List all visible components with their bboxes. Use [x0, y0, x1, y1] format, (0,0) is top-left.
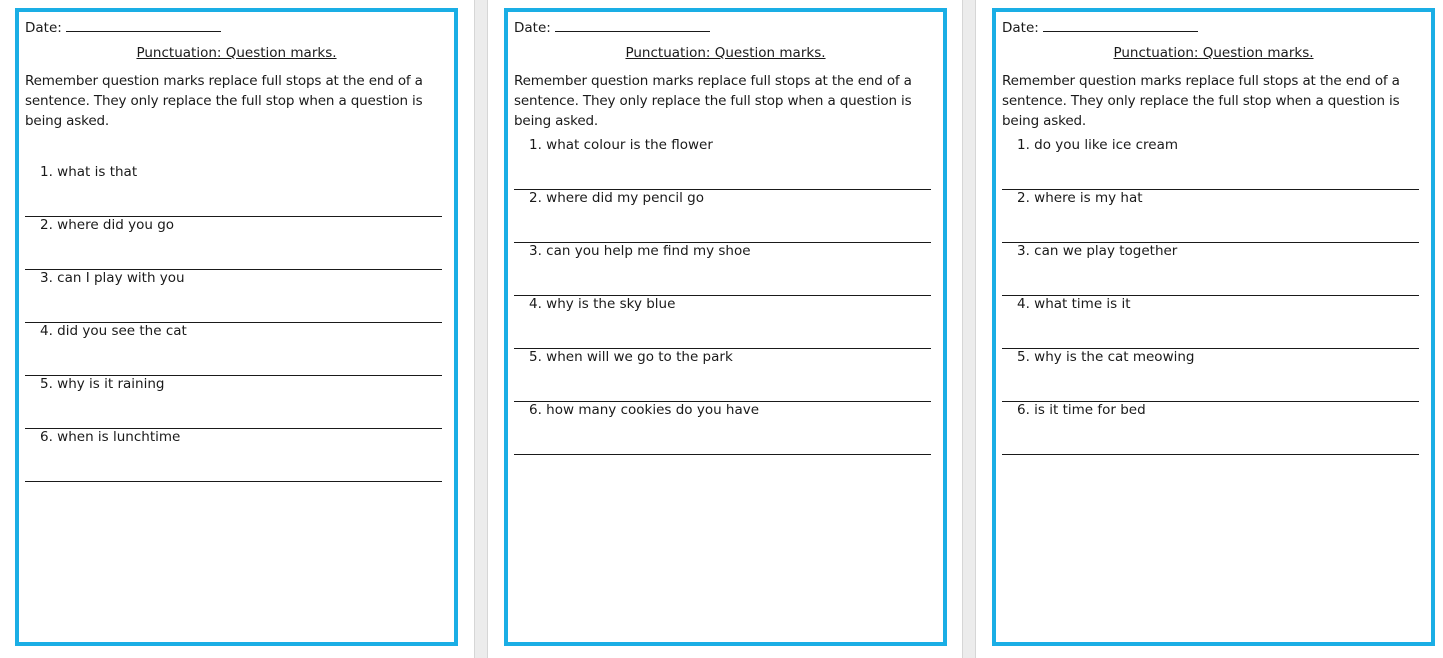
- question-row: [514, 348, 931, 402]
- question-text: 2. where is my hat: [1017, 190, 1143, 206]
- question-text: 2. where did you go: [40, 217, 175, 233]
- question-row: [514, 401, 931, 455]
- page-2: [488, 0, 962, 658]
- question-text: 3. can you help me find my shoe: [529, 243, 751, 259]
- question-row: [514, 136, 931, 190]
- question-text: 2. where did my pencil go: [529, 190, 705, 206]
- question-text: 4. what time is it: [1017, 296, 1131, 312]
- question-text: 4. did you see the cat: [40, 323, 187, 339]
- question-row: [1002, 242, 1419, 296]
- question-row: [514, 295, 931, 349]
- question-row: [25, 375, 442, 429]
- question-text: 3. can I play with you: [40, 270, 185, 286]
- worksheet-3: [992, 8, 1435, 646]
- question-row: [25, 322, 442, 376]
- question-row: [25, 428, 442, 482]
- date-blank-line: [555, 18, 710, 32]
- date-label: Date:: [514, 20, 551, 36]
- worksheet-1: [15, 8, 458, 646]
- date-field: [25, 18, 221, 37]
- question-text: 4. why is the sky blue: [529, 296, 676, 312]
- question-text: 6. how many cookies do you have: [529, 402, 760, 418]
- question-row: [1002, 401, 1419, 455]
- question-row: [25, 163, 442, 217]
- question-row: [1002, 348, 1419, 402]
- worksheet-title: Punctuation: Question marks.: [625, 45, 826, 61]
- question-text: 6. when is lunchtime: [40, 429, 181, 445]
- question-row: [25, 216, 442, 270]
- instructions-text: Remember question marks replace full stops at the end of a sentence. They only replace the full stop when a question is being asked.: [25, 73, 423, 129]
- date-label: Date:: [25, 20, 62, 36]
- date-field: [1002, 18, 1198, 37]
- page-gutter: [962, 0, 976, 658]
- instructions-text: Remember question marks replace full stops at the end of a sentence. They only replace the full stop when a question is being asked.: [1002, 73, 1400, 129]
- worksheet-2: [504, 8, 947, 646]
- question-row: [1002, 136, 1419, 190]
- date-blank-line: [66, 18, 221, 32]
- page-gutter: [474, 0, 488, 658]
- page-1: [0, 0, 474, 658]
- date-blank-line: [1043, 18, 1198, 32]
- question-text: 5. why is it raining: [40, 376, 165, 392]
- question-text: 1. do you like ice cream: [1017, 137, 1178, 153]
- question-text: 1. what colour is the flower: [529, 137, 713, 153]
- question-text: 3. can we play together: [1017, 243, 1178, 259]
- question-row: [1002, 189, 1419, 243]
- question-text: 5. when will we go to the park: [529, 349, 733, 365]
- question-text: 1. what is that: [40, 164, 138, 180]
- worksheet-title: Punctuation: Question marks.: [136, 45, 337, 61]
- question-row: [1002, 295, 1419, 349]
- question-text: 6. is it time for bed: [1017, 402, 1146, 418]
- page-3: [976, 0, 1443, 658]
- date-field: [514, 18, 710, 37]
- question-row: [514, 189, 931, 243]
- question-row: [514, 242, 931, 296]
- date-label: Date:: [1002, 20, 1039, 36]
- instructions-text: Remember question marks replace full stops at the end of a sentence. They only replace the full stop when a question is being asked.: [514, 73, 912, 129]
- worksheet-title: Punctuation: Question marks.: [1113, 45, 1314, 61]
- question-text: 5. why is the cat meowing: [1017, 349, 1195, 365]
- question-row: [25, 269, 442, 323]
